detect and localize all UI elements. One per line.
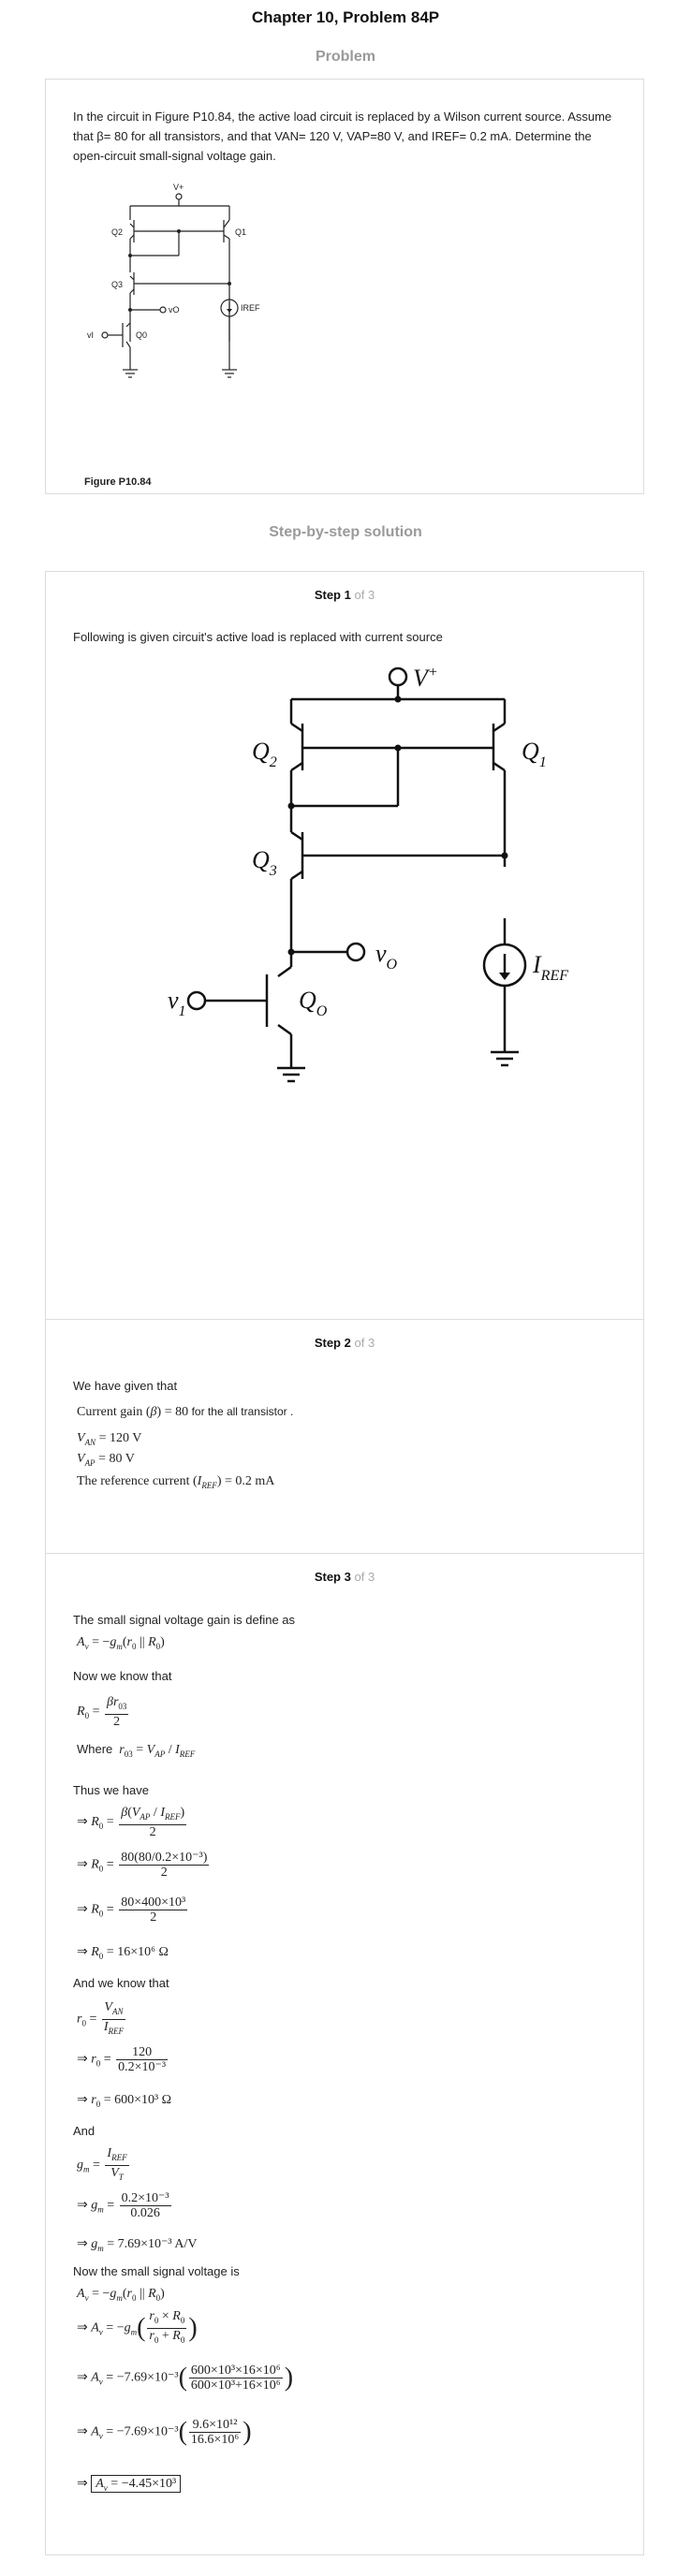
text-now-know: Now we know that	[73, 1669, 172, 1683]
circuit-label-vo-sub: O	[386, 957, 398, 973]
step-1-circuit	[111, 666, 580, 918]
solution-heading: Step-by-step solution	[269, 524, 422, 540]
gm-result: 7.69×10⁻³ A/V	[117, 2237, 198, 2251]
circuit-label-vplus: V	[413, 665, 428, 692]
text-define: The small signal voltage gain is define as	[73, 1613, 296, 1627]
circuit-label-q0-sub: O	[316, 1003, 328, 1019]
fig-label-vi: vI	[87, 330, 95, 340]
iref-label: The reference current	[77, 1474, 190, 1488]
circuit-label-vplus-sup: +	[427, 665, 438, 681]
svg-text:v1	[168, 987, 186, 1019]
step-number: 3	[344, 1570, 351, 1584]
step-of-total: of 3	[354, 588, 375, 602]
eq-av-numeric: ⇒ $A_v = -7.69\times 10^{-3}$( $\frac{\text{600×10³×16×10⁶}}{\text{600×10³+16×10⁶}}$ )	[77, 2363, 294, 2393]
av-coef: −7.69×10⁻³	[116, 2370, 179, 2385]
step-of-total: of 3	[354, 1336, 375, 1350]
eq-van: $V_{AN} = 120$ V	[77, 1431, 142, 1447]
eq-r0-sub: ⇒ $R_0$ = $\frac{\beta(V_{AP} / I_{REF})}{2}$	[77, 1806, 185, 1839]
text-and: And	[73, 2124, 96, 2138]
eq-av-parallel: ⇒ $A_v = -g_m$( $\frac{r_0 \times R_0}{r_0 + R_0}$ )	[77, 2309, 198, 2345]
num-two: 2	[150, 1910, 157, 1925]
figure-caption: Figure P10.84	[84, 476, 152, 488]
circuit-label-q2: Q	[252, 738, 270, 765]
text-thus: Thus we have	[73, 1783, 149, 1797]
step-1-circuit-lower	[102, 918, 589, 1115]
circuit-label-v1: v	[168, 987, 179, 1014]
svg-text:QO	[299, 987, 328, 1019]
svg-text:IREF	[532, 951, 568, 984]
eq-gm-sub: ⇒ $g_m$ = $\frac{\text{0.2×10⁻³}}{0.026}$	[77, 2191, 169, 2220]
eq-ro-result: ⇒ $r_0 = 600\times 10^3$ Ω	[77, 2093, 172, 2109]
van-value: 120 V	[109, 1431, 142, 1445]
circuit-label-iref-sub: REF	[540, 968, 568, 984]
num-two: 2	[113, 1714, 121, 1729]
solution-card	[45, 571, 644, 2555]
eq-r0-mult: ⇒ $R_0$ = $\frac{\text{80×400×10³}}{2}$	[77, 1895, 186, 1925]
problem-text: In the circuit in Figure P10.84, the active load circuit is replaced by a Wilson current source. Assume that β= 80 for all transistors, and that VAN= 120 V, VAP=80 V, and IREF= 0.2 mA. Determine the open-circuit small-signal voltage gain.	[73, 110, 612, 163]
eq-r0-def: $R_0$ = $\frac{\beta r_{03}}{2}$	[77, 1695, 127, 1729]
av-num1: 600×10³×16×10⁶	[190, 2364, 281, 2378]
circuit-label-q1-sub: 1	[538, 754, 547, 770]
circuit-label-v1-sub: 1	[178, 1003, 186, 1019]
eq-av-definition: $A_v = -g_m(r_0$ || $R_0$)	[77, 1635, 165, 1651]
gain-tail: for the all transistor .	[191, 1405, 294, 1418]
problem-heading: Problem	[315, 49, 375, 65]
num-two: 2	[149, 1824, 156, 1839]
circuit-label-q3: Q	[252, 846, 270, 873]
eq-r0-num: ⇒ $R_0$ = $\frac{\text{80(80/0.2×10⁻³)}}{2}$	[77, 1851, 208, 1880]
step-2-heading	[46, 1336, 643, 1350]
num-two: 2	[160, 1866, 168, 1880]
circuit-label-vo: v	[375, 940, 387, 967]
step-divider	[46, 1553, 643, 1554]
figure-p10-84	[74, 183, 260, 473]
av-num2: 9.6×10¹²	[189, 2418, 241, 2433]
gm-den: 0.026	[130, 2206, 160, 2220]
ro-den: 0.2×10⁻³	[118, 2060, 167, 2074]
eq-r0-result: ⇒ $R_0 = 16\times 10^6$ Ω	[77, 1945, 169, 1961]
av-coef: −7.69×10⁻³	[116, 2424, 179, 2439]
fig-label-vo: vO	[169, 305, 180, 315]
text-now-small: Now the small signal voltage is	[73, 2264, 240, 2278]
eq-av-final: ⇒ $A_v = -4.45\times 10^3$	[77, 2476, 181, 2493]
fig-label-vplus: V+	[173, 183, 184, 192]
svg-text:Q3	[252, 846, 277, 879]
r0-result: 16×10⁶ Ω	[117, 1945, 169, 1959]
vap-value: 80 V	[109, 1452, 135, 1466]
iref-value: 0.2 mA	[235, 1474, 275, 1488]
fig-label-iref: IREF	[241, 303, 260, 313]
ro-num: 120	[116, 2045, 168, 2060]
circuit-label-q0: Q	[299, 987, 316, 1014]
svg-text:V+	[413, 665, 438, 692]
gain-label: Current gain	[77, 1405, 143, 1419]
step-3-heading	[46, 1570, 643, 1584]
fig-label-q0: Q0	[136, 330, 148, 340]
step-number: 2	[344, 1336, 351, 1350]
ro-result: 600×10³ Ω	[114, 2093, 172, 2107]
eq-ro-def: $r_0$ = $\frac{V_{AN}}{I_{REF}}$	[77, 2000, 125, 2036]
fig-label-q3: Q3	[111, 280, 124, 289]
step-word: Step	[314, 1336, 341, 1350]
circuit-label-iref: I	[533, 951, 541, 978]
eq-av-simplified: ⇒ $A_v = -7.69\times 10^{-3}$( $\frac{\text{9.6×10¹²}}{\text{16.6×10⁶}}$ )	[77, 2417, 252, 2447]
r0-num2: 80×400×10³	[121, 1895, 186, 1910]
text-where: Where	[77, 1742, 113, 1756]
step-1-text: Following is given circuit's active load is replaced with current source	[73, 630, 443, 644]
gm-num: 0.2×10⁻³	[121, 2191, 169, 2205]
problem-card	[45, 79, 644, 494]
circuit-label-q3-sub: 3	[269, 863, 277, 879]
step-word: Step	[314, 1570, 341, 1584]
step-number: 1	[344, 588, 351, 602]
svg-text:vO	[375, 940, 398, 973]
final-answer-box: $A_v = -4.45\times 10^3$	[91, 2475, 181, 2493]
text-and-know: And we know that	[73, 1976, 169, 1990]
eq-gain: Current gain (β) = 80 for the all transistor .	[77, 1405, 294, 1419]
eq-av-repeat: $A_v = -g_m(r_0$ || $R_0$)	[77, 2287, 165, 2303]
r0-num1: 80(80/0.2×10⁻³)	[121, 1851, 208, 1865]
eq-r03-def: Where $r_{03} = V_{AP} / I_{REF}$	[77, 1742, 196, 1759]
step-of-total: of 3	[354, 1570, 375, 1584]
av-den1: 600×10³+16×10⁶	[190, 2378, 281, 2393]
svg-text:Q1	[522, 738, 547, 770]
step-1-heading	[46, 588, 643, 602]
fig-label-q1: Q1	[235, 227, 247, 237]
eq-vap: $V_{AP} = 80$ V	[77, 1452, 135, 1468]
eq-iref: The reference current $(I_{REF}) = 0.2$ mA	[77, 1474, 275, 1490]
step-word: Step	[314, 588, 341, 602]
av-result: −4.45×10³	[121, 2477, 177, 2491]
step-2-text: We have given that	[73, 1379, 178, 1393]
fig-label-q2: Q2	[111, 227, 124, 237]
eq-gm-result: ⇒ $g_m = 7.69\times 10^{-3}$ A/V	[77, 2237, 198, 2253]
page-title: Chapter 10, Problem 84P	[251, 8, 440, 26]
av-den2: 16.6×10⁶	[190, 2433, 240, 2447]
svg-text:Q2	[252, 738, 277, 770]
eq-ro-sub: ⇒ $r_0$ = $\frac{120}{\text{0.2×10⁻³}}$	[77, 2045, 167, 2074]
eq-gm-def: $g_m$ = $\frac{I_{REF}}{V_T}$	[77, 2146, 127, 2182]
circuit-label-q2-sub: 2	[269, 754, 277, 770]
step-divider	[46, 1319, 643, 1320]
gain-value: 80	[175, 1405, 189, 1419]
circuit-label-q1: Q	[522, 738, 539, 765]
